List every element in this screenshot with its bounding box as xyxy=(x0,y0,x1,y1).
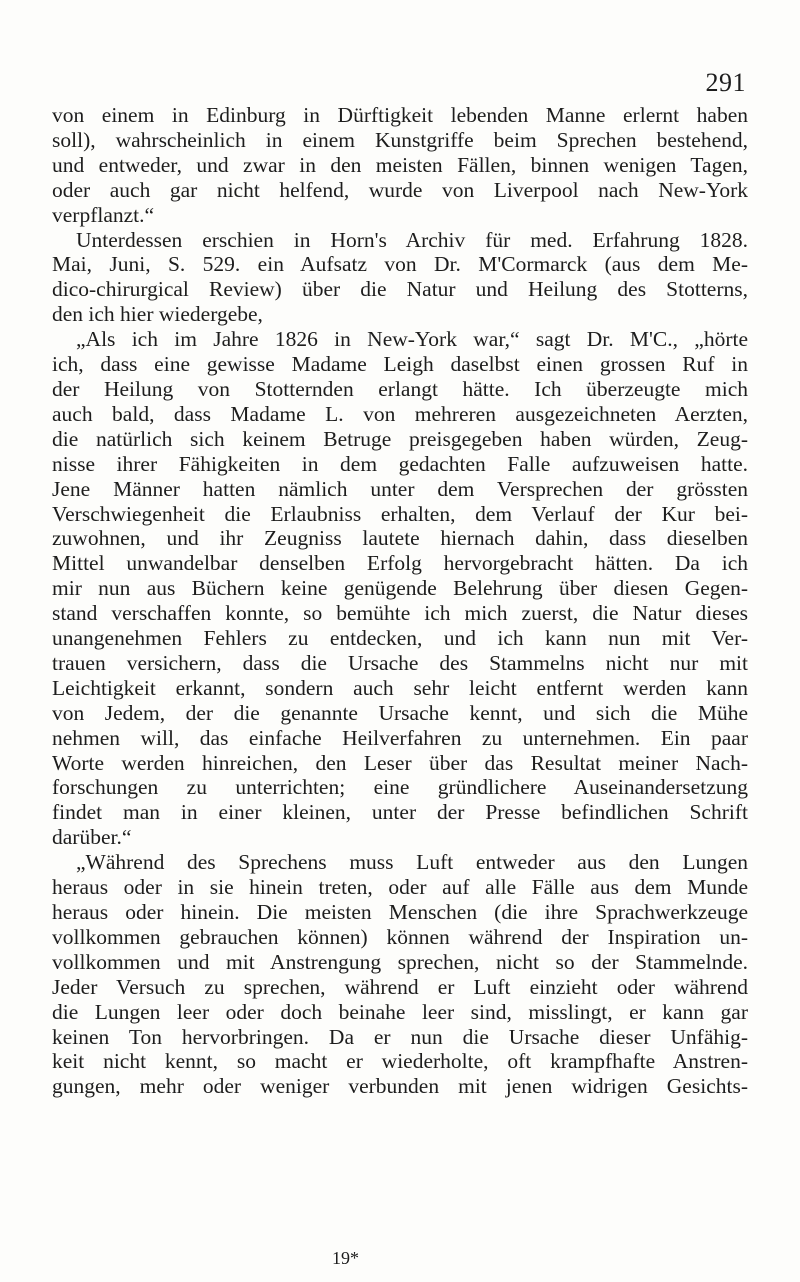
text-line: dico-chirurgical Review) über die Natur und Heilung des Stotterns, xyxy=(52,277,748,302)
text-line: gungen, mehr oder weniger verbunden mit jenen widrigen Gesichts- xyxy=(52,1074,748,1099)
text-line: darüber.“ xyxy=(52,825,132,850)
text-line: Verschwiegenheit die Erlaubniss erhalten, dem Verlauf der Kur bei- xyxy=(52,501,748,526)
text-line: und entweder, und zwar in den meisten Fällen, binnen wenigen Tagen, xyxy=(52,152,748,177)
text-line: Worte werden hinreichen, den Leser über das Resultat meiner Nach- xyxy=(52,750,748,775)
page-number: 291 xyxy=(705,68,746,97)
text-line: soll), wahrscheinlich in einem Kunstgriffe beim Sprechen bestehend, xyxy=(52,127,748,152)
text-line: stand verschaffen konnte, so bemühte ich mich zuerst, die Natur dieses xyxy=(52,601,748,626)
text-line: Leichtigkeit erkannt, sondern auch sehr leicht entfernt werden kann xyxy=(52,675,748,700)
text-line: forschungen zu unterrichten; eine gründlichere Auseinandersetzung xyxy=(52,775,748,800)
text-line: von Jedem, der die genannte Ursache kennt, und sich die Mühe xyxy=(52,700,748,725)
text-line: heraus oder hinein. Die meisten Menschen (die ihre Sprachwerkzeuge xyxy=(52,900,748,924)
signature-mark: 19* xyxy=(332,1248,359,1268)
text-line: keinen Ton hervorbringen. Da er nun die Ursache dieser Unfähig- xyxy=(52,1024,748,1049)
text-line: den ich hier wiedergebe, xyxy=(52,302,263,327)
text-line: Mai, Juni, S. 529. ein Aufsatz von Dr. M'Cormarck (aus dem Me- xyxy=(52,252,748,277)
text-line: mir nun aus Büchern keine genügende Belehrung über diesen Gegen- xyxy=(52,576,748,601)
text-line: Unterdessen erschien in Horn's Archiv für med. Erfahrung 1828. xyxy=(76,227,748,252)
text-line: vollkommen gebrauchen können) können während der Inspiration un- xyxy=(52,924,748,949)
text-line: die natürlich sich keinem Betruge preisgegeben haben würden, Zeug- xyxy=(52,426,748,451)
text-line: verpflanzt.“ xyxy=(52,202,155,227)
text-line: Jene Männer hatten nämlich unter dem Versprechen der grössten xyxy=(52,476,748,501)
text-line: unangenehmen Fehlers zu entdecken, und ich kann nun mit Ver- xyxy=(52,626,748,651)
text-line: auch bald, dass Madame L. von mehreren ausgezeichneten Aerzten, xyxy=(52,401,748,426)
text-line: nehmen will, das einfache Heilverfahren zu unternehmen. Ein paar xyxy=(52,725,748,750)
text-line: Jeder Versuch zu sprechen, während er Luft einzieht oder während xyxy=(52,974,748,999)
text-line: „Als ich im Jahre 1826 in New-York war,“ sagt Dr. M'C., „hörte xyxy=(76,327,748,352)
text-line: vollkommen und mit Anstrengung sprechen, nicht so der Stammelnde. xyxy=(52,949,748,974)
text-line: die Lungen leer oder doch beinahe leer sind, misslingt, er kann gar xyxy=(52,999,748,1024)
text-line: „Während des Sprechens muss Luft entweder aus den Lungen xyxy=(76,850,748,875)
text-line: trauen versichern, dass die Ursache des Stammelns nicht nur mit xyxy=(52,650,748,675)
text-line: nisse ihrer Fähigkeiten in dem gedachten Falle aufzuweisen hatte. xyxy=(52,451,748,476)
text-line: oder auch gar nicht helfend, wurde von Liverpool nach New-York xyxy=(52,177,748,202)
text-line: keit nicht kennt, so macht er wiederholte, oft krampfhafte Anstren- xyxy=(52,1049,748,1074)
text-line: zuwohnen, und ihr Zeugniss lautete hiernach dahin, dass dieselben xyxy=(52,526,748,551)
text-line: der Heilung von Stotternden erlangt hätte. Ich überzeugte mich xyxy=(52,376,748,401)
body-text xyxy=(52,103,748,1099)
text-line: heraus oder in sie hinein treten, oder auf alle Fälle aus dem Munde xyxy=(52,875,748,900)
text-line: Mittel unwandelbar denselben Erfolg hervorgebracht hätten. Da ich xyxy=(52,551,748,576)
text-line: ich, dass eine gewisse Madame Leigh daselbst einen grossen Ruf in xyxy=(52,352,748,377)
text-line: findet man in einer kleinen, unter der Presse befindlichen Schrift xyxy=(52,800,748,825)
text-line: von einem in Edinburg in Dürftigkeit lebenden Manne erlernt haben xyxy=(52,103,748,127)
